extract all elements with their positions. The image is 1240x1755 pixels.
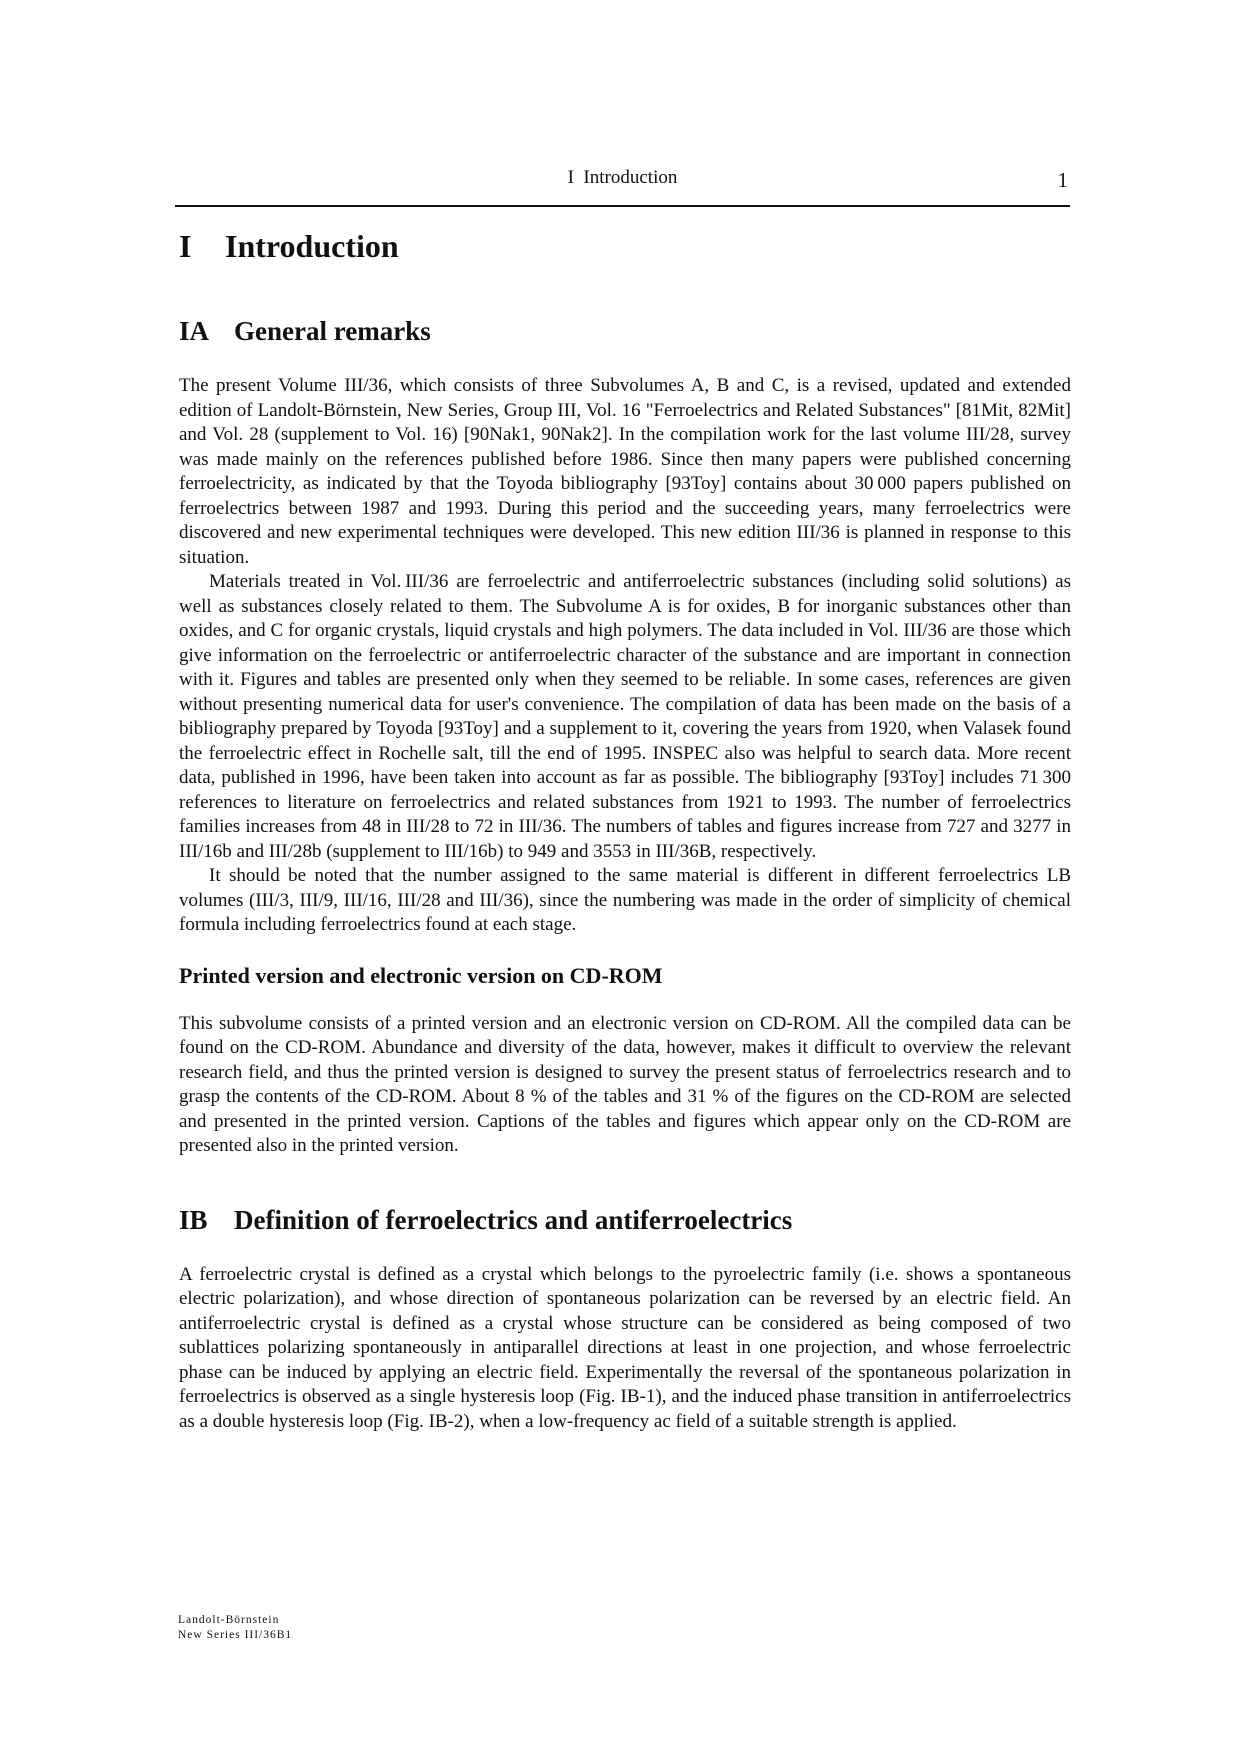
paragraph-general-1: The present Volume III/36, which consists of three Subvolumes A, B and C, is a revised, updated and extended edition of Landolt-Börnstein, New Series, Group III, Vol. 16 "Ferroelectrics and Related Substances" [81Mit, 82Mit] and Vol. 28 (supplement to Vol. 16) [90Nak1, 90Nak2]. In the compilation work for the last volume III/28, survey was made mainly on the references published before 1986. Since then many papers were published concerning ferroelectricity, as indicated by that the Toyoda bibliography [93Toy] contains about 30 000 papers published on ferroelectrics between 1987 and 1993. During this period and the succeeding years, many ferroelectrics were discovered and new experimental techniques were developed. This new edition III/36 is planned in response to this situation.: [179, 375, 1071, 568]
subsection-heading-cdrom: Printed version and electronic version on CD-ROM: [179, 962, 663, 988]
section-number-ib: IB: [179, 1204, 208, 1235]
section-number-ia: IA: [179, 316, 210, 346]
section-title-ib: Definition of ferroelectrics and antiferroelectrics: [234, 1204, 793, 1235]
section-title-ia: General remarks: [234, 316, 431, 346]
page-number: 1: [1057, 168, 1068, 192]
running-title: I Introduction: [567, 167, 678, 188]
section-heading-ib: [179, 1203, 1071, 1237]
footer-line-series: New Series III/36B1: [178, 1629, 293, 1641]
footer-line-publisher: Landolt-Börnstein: [178, 1614, 280, 1626]
page-footer: [178, 1613, 292, 1643]
chapter-number: I: [179, 228, 192, 264]
chapter-title: Introduction: [225, 228, 399, 264]
section-heading-ia: [179, 314, 1071, 348]
paragraph-definition: A ferroelectric crystal is defined as a crystal which belongs to the pyroelectric family (i.e. shows a spontaneous electric polarization), and whose direction of spontaneous polarization can be reversed by an electric field. An antiferroelectric crystal is defined as a crystal whose structure can be considered as being composed of two sublattices polarizing spontaneously in antiparallel directions at least in one projection, and whose ferroelectric phase can be induced by applying an electric field. Experimentally the reversal of the spontaneous polarization in ferroelectrics is observed as a single hysteresis loop (Fig. IB-1), and the induced phase transition in antiferroelectrics as a double hysteresis loop (Fig. IB-2), when a low-frequency ac field of a suitable strength is applied.: [179, 1263, 1071, 1432]
paragraph-cdrom: This subvolume consists of a printed version and an electronic version on CD-ROM. All the compiled data can be found on the CD-ROM. Abundance and diversity of the data, however, makes it difficult to overview the relevant research field, and thus the printed version is designed to survey the present status of ferroelectrics research and to grasp the contents of the CD-ROM. About 8 % of the tables and 31 % of the figures on the CD-ROM are selected and presented in the printed version. Captions of the tables and figures which appear only on the CD-ROM are presented also in the printed version.: [179, 1012, 1071, 1156]
chapter-heading: [179, 226, 1071, 266]
running-header: [175, 165, 1070, 207]
paragraph-general-3: It should be noted that the number assigned to the same material is different in different ferroelectrics LB volumes (III/3, III/9, III/16, III/28 and III/36), since the numbering was made in the order of simplicity of chemical formula including ferroelectrics found at each stage.: [179, 865, 1071, 935]
page-content: [179, 226, 1071, 1434]
paragraph-general-2: Materials treated in Vol. III/36 are ferroelectric and antiferroelectric substances (including solid solutions) as well as substances closely related to them. The Subvolume A is for oxides, B for inorganic substances other than oxides, and C for organic crystals, liquid crystals and high polymers. The data included in Vol. III/36 are those which give information on the ferroelectric or antiferroelectric character of the substance and are important in connection with it. Figures and tables are presented only when they seemed to be reliable. In some cases, references are given without presenting numerical data for user's convenience. The compilation of data has been made on the basis of a bibliography prepared by Toyoda [93Toy] and a supplement to it, covering the years from 1920, when Valasek found the ferroelectric effect in Rochelle salt, till the end of 1995. INSPEC also was helpful to search data. More recent data, published in 1996, have been taken into account as far as possible. The bibliography [93Toy] includes 71 300 references to literature on ferroelectrics and related substances from 1921 to 1993. The number of ferroelectrics families increases from 48 in III/28 to 72 in III/36. The numbers of tables and figures increase from 727 and 3277 in III/16b and III/28b (supplement to III/16b) to 949 and 3553 in III/36B, respectively.: [179, 571, 1071, 862]
